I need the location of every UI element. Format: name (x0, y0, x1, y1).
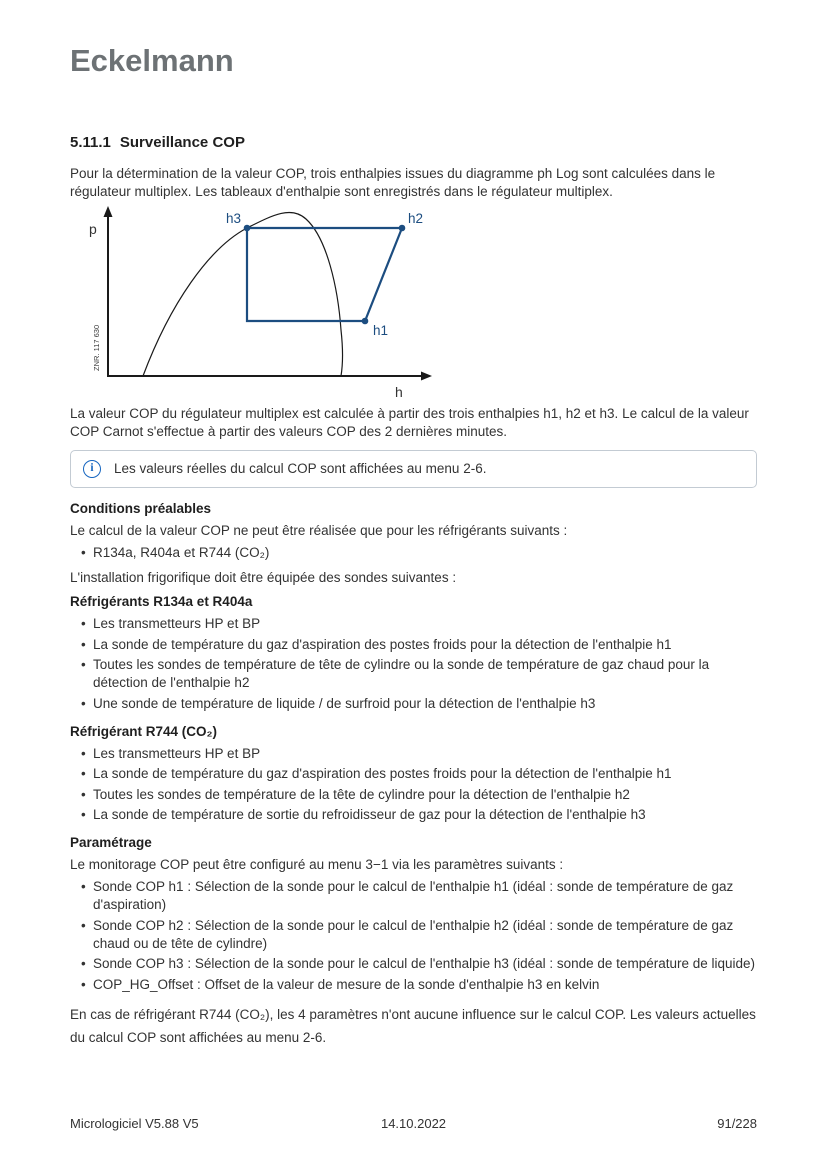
list-item: • Sonde COP h1 : Sélection de la sonde pour le calcul de l'enthalpie h1 (idéal : sonde de température de gaz d'aspiration) (93, 878, 757, 914)
page-content (70, 0, 757, 1049)
refrigeration-cycle-path (247, 228, 402, 321)
subhead-parametrage: Paramétrage (70, 835, 152, 850)
footer-page-number: 91/228 (717, 1116, 757, 1131)
closing-paragraph: En cas de réfrigérant R744 (CO₂), les 4 paramètres n'ont aucune influence sur le calcul COP. Les valeurs actuelles du calcul COP sont affichées au menu 2-6. (70, 1006, 756, 1045)
r134a-list (70, 615, 757, 713)
subhead-conditions: Conditions préalables (70, 501, 212, 516)
parametrage-list (70, 878, 757, 994)
info-icon (83, 460, 101, 478)
conditions-list (70, 544, 757, 562)
list-item: • Toutes les sondes de température de la tête de cylindre pour la détection de l'enthalpie h2 (93, 786, 757, 804)
subhead-r744: Réfrigérant R744 (CO₂) (70, 723, 218, 739)
point-h3 (244, 225, 251, 232)
cop-paragraph: La valeur COP du régulateur multiplex est calculée à partir des trois enthalpies h1, h2 et h3. Le calcul de la valeur COP Carnot s'effectue à partir des valeurs COP des 2 dernières minutes. (70, 406, 749, 439)
label-h2: h2 (408, 211, 424, 226)
list-item: • COP_HG_Offset : Offset de la valeur de mesure de la sonde d'enthalpie h3 en kelvin (93, 976, 757, 994)
point-h2 (399, 225, 406, 232)
list-item: • La sonde de température du gaz d'aspiration des postes froids pour la détection de l'enthalpie h1 (93, 765, 757, 783)
label-h1: h1 (373, 323, 389, 338)
conditions-outro: L'installation frigorifique doit être équipée des sondes suivantes : (70, 570, 457, 585)
x-axis-arrow-icon (421, 372, 432, 381)
conditions-intro: Le calcul de la valeur COP ne peut être réalisée que pour les réfrigérants suivants : (70, 523, 568, 538)
section-number: 5.11.1 (70, 134, 111, 151)
r744-list (70, 745, 757, 825)
list-item: • La sonde de température du gaz d'aspiration des postes froids pour la détection de l'enthalpie h1 (93, 636, 757, 654)
list-item: • R134a, R404a et R744 (CO₂) (93, 544, 757, 562)
list-item: • Sonde COP h2 : Sélection de la sonde pour le calcul de l'enthalpie h2 (idéal : sonde de température de gaz chaud ou de tête de cylindre) (93, 917, 757, 953)
point-h1 (362, 318, 369, 325)
saturation-dome-curve (143, 212, 343, 376)
list-item: • La sonde de température de sortie du refroidisseur de gaz pour la détection de l'enthalpie h3 (93, 806, 757, 824)
section-heading (70, 134, 757, 152)
info-note (70, 450, 757, 488)
list-item: • Les transmetteurs HP et BP (93, 745, 757, 763)
znr-label: ZNR. 117 630 (92, 324, 101, 371)
brand-logo: Eckelmann (70, 43, 234, 78)
section-title: Surveillance COP (119, 134, 245, 151)
label-h3: h3 (225, 211, 241, 226)
parametrage-intro: Le monitorage COP peut être configuré au menu 3−1 via les paramètres suivants : (70, 857, 564, 872)
footer-firmware-version: Micrologiciel V5.88 V5 (70, 1116, 199, 1131)
y-axis-arrow-icon (104, 206, 113, 217)
ph-log-diagram-svg (85, 206, 445, 402)
list-item: • Toutes les sondes de température de tête de cylindre ou la sonde de température de gaz chaud pour la détection de l'enthalpie h2 (93, 656, 757, 692)
list-item: • Les transmetteurs HP et BP (93, 615, 757, 633)
intro-paragraph: Pour la détermination de la valeur COP, trois enthalpies issues du diagramme ph Log sont calculées dans le régulateur multiplex. Les tableaux d'enthalpie sont enregistrés dans le régulateur multiplex. (70, 166, 716, 199)
axis-label-h: h (395, 384, 403, 400)
axis-label-p: p (89, 221, 97, 237)
ph-log-diagram (85, 206, 757, 402)
list-item: • Sonde COP h3 : Sélection de la sonde pour le calcul de l'enthalpie h3 (idéal : sonde de température de liquide) (93, 955, 757, 973)
footer-date: 14.10.2022 (380, 1116, 447, 1131)
list-item: • Une sonde de température de liquide / de surfroid pour la détection de l'enthalpie h3 (93, 695, 757, 713)
info-note-text: Les valeurs réelles du calcul COP sont affichées au menu 2-6. (114, 461, 487, 476)
subhead-r134a: Réfrigérants R134a et R404a (70, 594, 253, 609)
